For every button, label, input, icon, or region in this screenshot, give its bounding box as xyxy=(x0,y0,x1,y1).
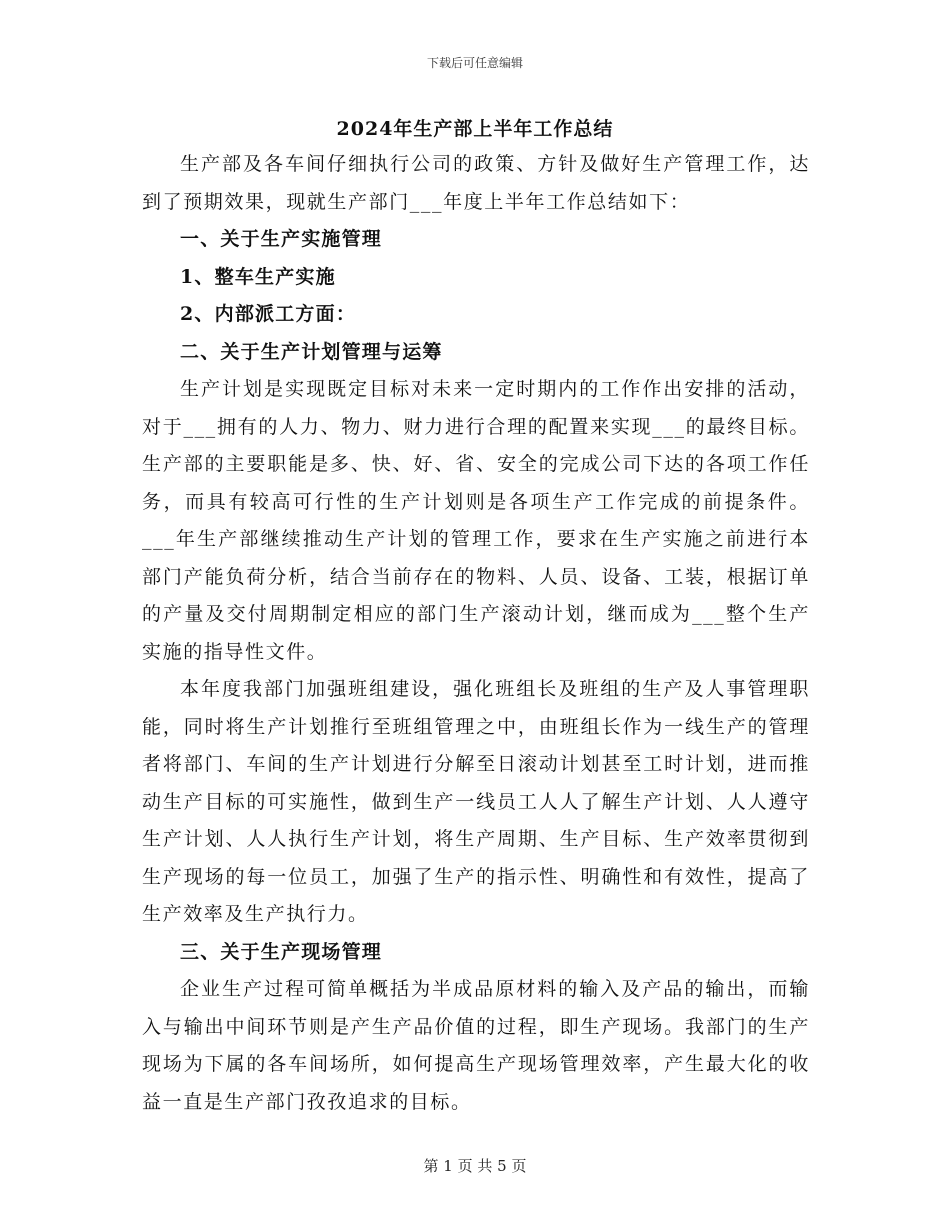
section-heading-2: 二、关于生产计划管理与运筹 xyxy=(180,340,443,363)
intro-paragraph: 生产部及各车间仔细执行公司的政策、方针及做好生产管理工作，达到了预期效果，现就生产部门___年度上半年工作总结如下： xyxy=(142,153,810,213)
section-heading-1: 一、关于生产实施管理 xyxy=(180,228,383,250)
page-header-note: 下载后可任意编辑 xyxy=(426,56,523,70)
page-number: 第 1 页 共 5 页 xyxy=(423,1157,527,1175)
body-paragraph: 本年度我部门加强班组建设，强化班组长及班组的生产及人事管理职能，同时将生产计划推行至班组管理之中，由班组长作为一线生产的管理者将部门、车间的生产计划进行分解至日滚动计划甚至工时计划，进而推动生产目标的可实施性，做到生产一线员工人人了解生产计划、人人遵守生产计划、人人执行生产计划，将生产周期、生产目标、生产效率贯彻到生产现场的每一位员工，加强了生产的指示性、明确性和有效性，提高了生产效率及生产执行力。 xyxy=(142,678,810,925)
body-paragraph: 企业生产过程可简单概括为半成品原材料的输入及产品的输出，而输入与输出中间环节则是产生产品价值的过程，即生产现场。我部门的生产现场为下属的各车间场所，如何提高生产现场管理效率，产生最大化的收益一直是生产部门孜孜追求的目标。 xyxy=(142,978,810,1113)
subsection-heading-1-2: 2、内部派工方面： xyxy=(180,303,357,325)
subsection-heading-1-1: 1、整车生产实施 xyxy=(180,265,336,288)
section-heading-3: 三、关于生产现场管理 xyxy=(180,940,383,963)
document-body xyxy=(142,146,810,1121)
document-title: 2024年生产部上半年工作总结 xyxy=(336,118,614,140)
body-paragraph: 生产计划是实现既定目标对未来一定时期内的工作作出安排的活动，对于___拥有的人力、物力、财力进行合理的配置来实现___的最终目标。生产部的主要职能是多、快、好、省、安全的完成公司下达的各项工作任务，而具有较高可行性的生产计划则是各项生产工作完成的前提条件。___年生产部继续推动生产计划的管理工作，要求在生产实施之前进行本部门产能负荷分析，结合当前存在的物料、人员、设备、工装，根据订单的产量及交付周期制定相应的部门生产滚动计划，继而成为___整个生产实施的指导性文件。 xyxy=(142,378,810,663)
